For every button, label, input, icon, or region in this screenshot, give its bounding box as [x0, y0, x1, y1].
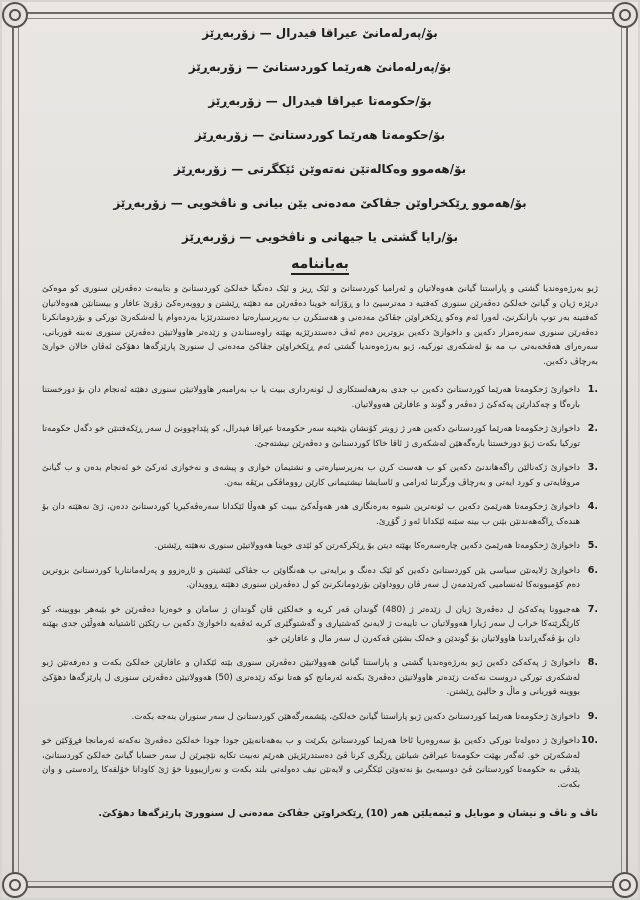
- item-text: داخوازێ ژحکومەتا هەرێمێ دکەین چارەسەرەکا بهێتە دیتن بۆ ڕێکرکەرتن کو ئێدی خوینا هەوولاتیێن سنوری نەهێتە ڕێشتن.: [154, 541, 580, 551]
- addressee-line: بۆ/حکومەتا هەرێما کوردستانێ — زۆربەڕێز: [194, 128, 446, 142]
- item-text: داخوازێ ژ پەکەکێ دکەین ژبو بەرژەوەندیا گشتی و پاراستنا گیانێ هەوولاتیێن دەڤەرێن سنوری بێتە ئێکدان و عافارێن خەلکێ بکەت و دەرفەتێن ژبو لەشکەری تورکی دروست نەکەت زێدەتر هاوولاتیێن دەڤەرێ بکەنە ئەرمانج کو هەتا نوکە زێدەتری (50) هەوولاتیێن دەڤەرێن سنوری ل پارێزگەها دهۆکێ بووینە قوربانی و ماڵ و حالیێ ڕێشتن.: [42, 658, 580, 697]
- item-text: داخوازێ ژلایەنێن سیاسی یێن کوردستانێ دکەین کو ئێک دەنگ و برایەتی ب هەنگاوێن ب جڤاکی ئێشیتن و ئاڕەزوو و پەرلەمانتاریا کوردستانێ بزوترین دەم کۆمبوونەکا ئەنسامیی کەرێدمەن ل سەر ڤان رووداوێن بۆردومانکرنێ کو ل دەڤەرێن سنوری دهێتە ڕوویدان.: [42, 565, 580, 590]
- corner-ornament-icon: [612, 872, 638, 898]
- item-text: هەجبوونا پەکەکێ ل دەڤەرێ ژیان ل زێدەتر ژ (480) گوندان قەر کریە و خەلکێن ڤان گوندان ژ سامان و خوەزیا دەڤەرێن خو بێبەهر بوویینە، کو کارێگرێتەکا خراب ل سەر ژیارا هەوولاتیان ب تایبەت ژ لایەنێ کەشتیاری و گەشتوگێری کریە ئەڤەیە داخوازێ دکەین ب رێکێن ئاشتیانە هەوڵێن جدی بهێنە دان بۆ ڤەگەڕاندنا هاوولاتیان بۆ گوندێن و خەلک بشێن قەکەرن ل سەر مال و عافارێن خو.: [42, 604, 580, 644]
- list-item: [42, 500, 598, 529]
- item-text: داخوازێ ژحکومەتا هەرێما کوردستانێ دکەین ژبو پاراستنا گیانێ خەلکێ، پێشمەرگەهێن کوردستانێ ل سەر سنوران بنەجە بکەت.: [131, 711, 580, 722]
- item-number: 9.: [587, 710, 598, 722]
- item-number: 2.: [587, 423, 598, 434]
- document-title-text: بەیاننامە: [291, 256, 349, 275]
- item-text: داخوازێ ژحکومەتا هەرێما کوردستانێ دکەین ب جدی بەرهەلستکاری ل ئونەرداری ببیت یا ب بەرامبەر هاوولاتیێن سنوری دهێتە ئەنجام دان بۆ دورخستنا بارەگا و چەکدارێن پەکەکێ ژ دەڤەر و گوند و عافارێن هەوولاتیان.: [42, 385, 580, 410]
- list-item: [42, 656, 598, 700]
- corner-ornament-icon: [2, 872, 28, 898]
- item-number: 5.: [587, 540, 598, 551]
- document-sheet: [2, 2, 638, 898]
- item-number: 3.: [587, 462, 598, 473]
- document-content: [42, 16, 598, 868]
- item-number: 7.: [587, 603, 598, 615]
- item-text: داخوازێ ژکەنالێن راگەهاندنێ دکەین کو ب هەست کرن ب بەرپرسیارەتی و نشتیمان خوازی و پیشەی و نەخوازی ئەرکێ خو ئەنجام بدەن و ب گیانێ مروڤایەتی و کورد ایەتی و بەرچاڤ ورگرتنا ئەرامی و ئاسایشا نیشتیمانی کارێن رووماڤکی برێڤە ببەن.: [42, 463, 580, 488]
- corner-ornament-icon: [612, 2, 638, 28]
- corner-ornament-icon: [2, 2, 28, 28]
- addressee-line: بۆ/پەرلەمانێ هەرێما کوردستانێ — زۆربەڕێز: [188, 60, 452, 74]
- item-number: 6.: [587, 564, 598, 576]
- item-text: داخوازێ ژحکومەتا هەرێمێ دکەین ب ئونەترین شیوە بەرەنگاری هەر هەوڵەکێ ببیت کو هەوڵا ئێکدانا سەرەڤەکیریا کوردستانێ ددەن، ژێ نەهێتە دان بۆ هندەک ڕاگەهەندنێن بێنن ب بینە سێنە ئێکدانا ئەو ژ گۆڕێ.: [42, 502, 580, 527]
- item-text: داخوازێ ژحکومەتا هەرێما کوردستانێ دکەین هەر ژ زوبتر کۆنشان بێخینە سەر حکومەتا عیراقا فیدرال، کو پێداچوونێ ل سەر ڕێکەفتنێن خو دگەل حکومەتا تورکیا بکەت ژبۆ دورخستنا بارەگەهێن لەشکەری ژ ئاقا خاکا کوردستانێ و دەڤەرێن نیشتەجێ.: [42, 424, 580, 449]
- demands-list: [42, 383, 598, 792]
- item-number: 10.: [581, 735, 598, 746]
- addressee-list: [42, 16, 598, 254]
- addressee-line: بۆ/هەموو ڕێکخراوێن جڤاکێ مەدەنی یێن بیانی و ناڤخویی — زۆربەڕێز: [113, 196, 527, 210]
- document-title: [42, 256, 598, 272]
- list-item: [42, 539, 598, 554]
- closing-line: ناڤ و ناڤ و نیشان و موبایل و ئیمەیلێن هەر (10) ڕێکخراوێن جڤاکێ مەدەنی ل سنوورێ پارێزگەها دهۆکێ.: [98, 808, 598, 819]
- item-number: 4.: [587, 501, 598, 512]
- list-item: [42, 710, 598, 725]
- addressee-line: بۆ/پەرلەمانێ عیراقا فیدرال — زۆربەڕێز: [202, 26, 438, 40]
- list-item: [42, 461, 598, 490]
- item-text: داخوازێ ژ دەولەتا تورکی دکەین بۆ سەروەریا ئاخا هەرێما کوردستانێ بکرێت و ب بەهەنانەیێن جودا جودا خەلکێ دەڤەرێ نەکەتە ئەرمانجا فڕۆکێن خو لەشکەرێن خو. ئەگەر بهێت حکومەتا عیراقێ شیانێن ڕێگری کرنا ڤێ دەستدرێژیێن هەرێم نەبیت تکایە نێچیرێن ل سەر حسابا گیانێ خەلکێ کوردستانێ، پێدڤی بە حکومەتا کوردستانێ ڤێ دوسیەیێ بۆ نەتەوێن ئێکگرتی و لایەنێن نیف دەولەتی بلند بکەت و نەرازیبوونا خۆ ژێ کاودانا خۆلقەکا ڕادەستی و وان بکەت.: [42, 736, 580, 790]
- addressee-line: بۆ/رایا گشتی یا جیهانی و ناڤخویی — زۆربەڕێز: [182, 230, 458, 244]
- item-number: 8.: [587, 657, 598, 668]
- list-item: [42, 734, 598, 792]
- addressee-line: بۆ/حکومەتا عیراقا فیدرال — زۆربەڕێز: [208, 94, 432, 108]
- list-item: [42, 383, 598, 412]
- list-item: [42, 564, 598, 593]
- list-item: [42, 603, 598, 647]
- list-item: [42, 422, 598, 451]
- item-number: 1.: [587, 384, 598, 395]
- addressee-line: بۆ/هەموو وەکالەتێن نەتەوێن ئێکگرتی — زۆربەڕێز: [173, 162, 467, 176]
- intro-paragraph: ژبو بەرژەوەندیا گشتی و پاراستنا گیانێ هەوەلاتیان و ئەرامیا کوردستانێ و ئێک ڕیز و ئێک دەنگیا خەلکێ کوردستانێ و بتایبەت دەڤەرێن سنوری کو موەکێ درێژە ژیان و گیانێ خەلکێ دەڤەرێن سنوری کەفتیە د مەترسیێ دا و ڕۆژانە خوینا دەڤەرێن مە دهێتە ڕێشتن و رووبەرەکێ زۆرێ عافار و بیستانێن هەوەلاتیان کەفتینە بەر توپ بارانکرنێ، لەورا ئەم وەکو ڕێکخراوێن جڤاکێ مەدەنی و هەستکرن ب بەرپرسیارەتیا دەستدرێژیا بەردەوام یا لەشکەرێ تورکی و بۆردومانکرنا دەڤەرێن سنوری سەرەمزار دکەین و داخوازێ دکەین بزوترین دەم ئەڤ دەستدرێژیە بهێتە راوەستاندن و زێدەتر هاوولاتیێن دەڤەرێن سنوری نەبنە قوربانی، سەرەرای هەڤخەبەتی ب مە بۆ لەشکەری تورکیە، ژبو بەرژەوەندیا گشتی ئەم ڕێکخراوێن جڤاکێ مەدەنی ل سنورێ پارێزگەها دهۆکێ ئەڤان خالان خوارێ بەرچاڤ دکەین.: [42, 284, 598, 367]
